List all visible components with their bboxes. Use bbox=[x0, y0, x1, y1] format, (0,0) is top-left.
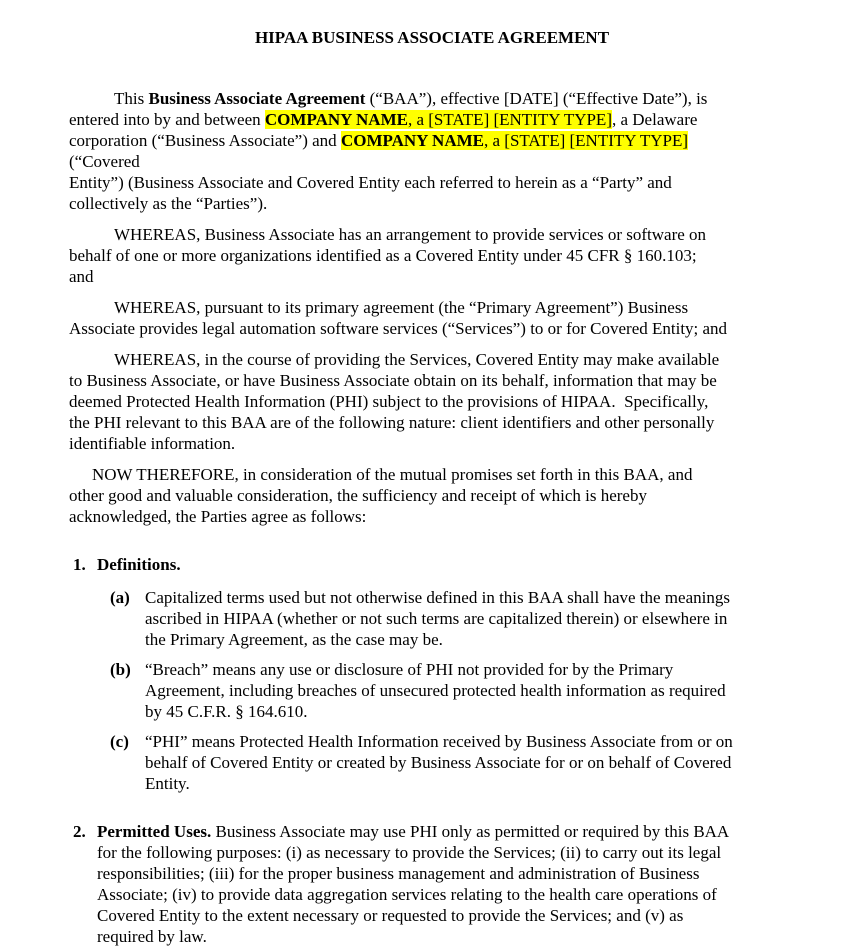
text-run: Covered Entity to the extent necessary or requested to provide the Services; and (v) as bbox=[97, 906, 684, 925]
section-item bbox=[69, 554, 795, 575]
text-run: for the following purposes: (i) as necessary to provide the Services; (ii) to carry out its legal bbox=[97, 843, 722, 862]
text-run: required by law. bbox=[97, 927, 207, 946]
text-run: Business Associate may use PHI only as permitted or required by this BAA bbox=[211, 822, 730, 841]
text-line bbox=[97, 821, 795, 842]
text-line bbox=[69, 130, 795, 151]
text-line bbox=[69, 485, 795, 506]
paragraph bbox=[69, 349, 795, 454]
text-run: the PHI relevant to this BAA are of the following nature: client identifiers and other personally bbox=[69, 413, 715, 432]
text-run: WHEREAS, in the course of providing the Services, Covered Entity may make available bbox=[114, 350, 720, 369]
text-run: by 45 C.F.R. § 164.610. bbox=[145, 702, 308, 721]
sub-item-label: (a) bbox=[110, 588, 130, 607]
placeholder-highlight[interactable]: , a [STATE] [ENTITY TYPE] bbox=[407, 110, 612, 129]
text-line bbox=[69, 349, 795, 370]
text-run: responsibilities; (iii) for the proper business management and administration of Business bbox=[97, 864, 700, 883]
text-run: collectively as the “Parties”). bbox=[69, 194, 268, 213]
text-line bbox=[69, 412, 795, 433]
text-run: behalf of one or more organizations identified as a Covered Entity under 45 CFR § 160.103; bbox=[69, 246, 697, 265]
paragraph bbox=[69, 88, 795, 214]
text-run: identifiable information. bbox=[69, 434, 236, 453]
text-run: behalf of Covered Entity or created by Business Associate for or on behalf of Covered bbox=[145, 753, 732, 772]
text-line bbox=[145, 701, 795, 722]
text-line bbox=[97, 905, 795, 926]
text-line bbox=[69, 151, 795, 172]
text-line bbox=[69, 433, 795, 454]
text-run: (“Covered bbox=[69, 152, 140, 171]
text-line bbox=[69, 193, 795, 214]
text-line bbox=[97, 884, 795, 905]
text-line bbox=[145, 752, 795, 773]
text-line bbox=[69, 464, 795, 485]
sub-item bbox=[110, 659, 795, 722]
text-line bbox=[145, 731, 795, 752]
text-line bbox=[145, 587, 795, 608]
text-line bbox=[69, 109, 795, 130]
text-run: and bbox=[69, 267, 94, 286]
text-line bbox=[97, 926, 795, 947]
text-line bbox=[145, 659, 795, 680]
text-line bbox=[97, 842, 795, 863]
text-run: “Breach” means any use or disclosure of PHI not provided for by the Primary bbox=[145, 660, 674, 679]
paragraph bbox=[69, 224, 795, 287]
sub-item-label: (c) bbox=[110, 732, 129, 751]
text-run: ascribed in HIPAA (whether or not such terms are capitalized therein) or elsewhere in bbox=[145, 609, 728, 628]
text-line bbox=[145, 608, 795, 629]
text-line bbox=[97, 554, 795, 575]
text-run: This bbox=[114, 89, 149, 108]
text-run: WHEREAS, pursuant to its primary agreement (the “Primary Agreement”) Business bbox=[114, 298, 689, 317]
text-line bbox=[69, 506, 795, 527]
sub-item bbox=[110, 587, 795, 650]
text-run: Entity”) (Business Associate and Covered Entity each referred to herein as a “Party” and bbox=[69, 173, 672, 192]
section-number: 2. bbox=[73, 822, 86, 841]
text-run: Associate provides legal automation software services (“Services”) to or for Covered Entity; and bbox=[69, 319, 728, 338]
placeholder-highlight[interactable]: COMPANY NAME bbox=[340, 131, 484, 150]
text-line bbox=[69, 318, 795, 339]
section-number: 1. bbox=[73, 555, 86, 574]
text-line bbox=[145, 680, 795, 701]
section-item bbox=[69, 821, 795, 947]
text-line bbox=[69, 266, 795, 287]
document-title: HIPAA BUSINESS ASSOCIATE AGREEMENT bbox=[254, 28, 610, 47]
item-content bbox=[145, 659, 795, 722]
text-run: entered into by and between bbox=[69, 110, 265, 129]
text-run: deemed Protected Health Information (PHI) subject to the provisions of HIPAA. Specifically, bbox=[69, 392, 709, 411]
text-run: to Business Associate, or have Business Associate obtain on its behalf, information that may be bbox=[69, 371, 717, 390]
text-run: other good and valuable consideration, the sufficiency and receipt of which is hereby bbox=[69, 486, 647, 505]
text-run: Permitted Uses. bbox=[97, 822, 212, 841]
text-run: (“BAA”), effective [DATE] (“Effective Date”), is bbox=[365, 89, 708, 108]
item-content bbox=[97, 821, 795, 947]
text-line bbox=[145, 629, 795, 650]
text-run: acknowledged, the Parties agree as follows: bbox=[69, 507, 367, 526]
item-content bbox=[145, 731, 795, 794]
text-run: NOW THEREFORE, in consideration of the mutual promises set forth in this BAA, and bbox=[92, 465, 693, 484]
sub-item-label: (b) bbox=[110, 660, 131, 679]
text-run: Agreement, including breaches of unsecured protected health information as required bbox=[145, 681, 726, 700]
sub-item bbox=[110, 731, 795, 794]
paragraph bbox=[69, 464, 795, 527]
text-line bbox=[69, 224, 795, 245]
placeholder-highlight[interactable]: , a [STATE] [ENTITY TYPE] bbox=[484, 131, 689, 150]
text-run: Associate; (iv) to provide data aggregation services relating to the health care operations of bbox=[97, 885, 717, 904]
paragraph bbox=[69, 297, 795, 339]
text-line bbox=[69, 391, 795, 412]
text-run: Definitions. bbox=[97, 555, 181, 574]
text-run: the Primary Agreement, as the case may be. bbox=[145, 630, 443, 649]
placeholder-highlight[interactable]: COMPANY NAME bbox=[264, 110, 408, 129]
text-run: “PHI” means Protected Health Information received by Business Associate from or on bbox=[145, 732, 733, 751]
text-line bbox=[69, 172, 795, 193]
text-line bbox=[145, 773, 795, 794]
text-line bbox=[97, 863, 795, 884]
document-body bbox=[69, 88, 795, 947]
text-line bbox=[69, 88, 795, 109]
text-line bbox=[69, 297, 795, 318]
text-run: WHEREAS, Business Associate has an arrangement to provide services or software on bbox=[114, 225, 707, 244]
item-content bbox=[145, 587, 795, 650]
text-line bbox=[69, 245, 795, 266]
text-line bbox=[69, 370, 795, 391]
text-run: Entity. bbox=[145, 774, 190, 793]
item-content bbox=[97, 554, 795, 575]
text-run: Business Associate Agreement bbox=[148, 89, 366, 108]
text-run: , a Delaware bbox=[611, 110, 698, 129]
text-run: corporation (“Business Associate”) and bbox=[69, 131, 341, 150]
text-run: Capitalized terms used but not otherwise defined in this BAA shall have the meanings bbox=[145, 588, 730, 607]
